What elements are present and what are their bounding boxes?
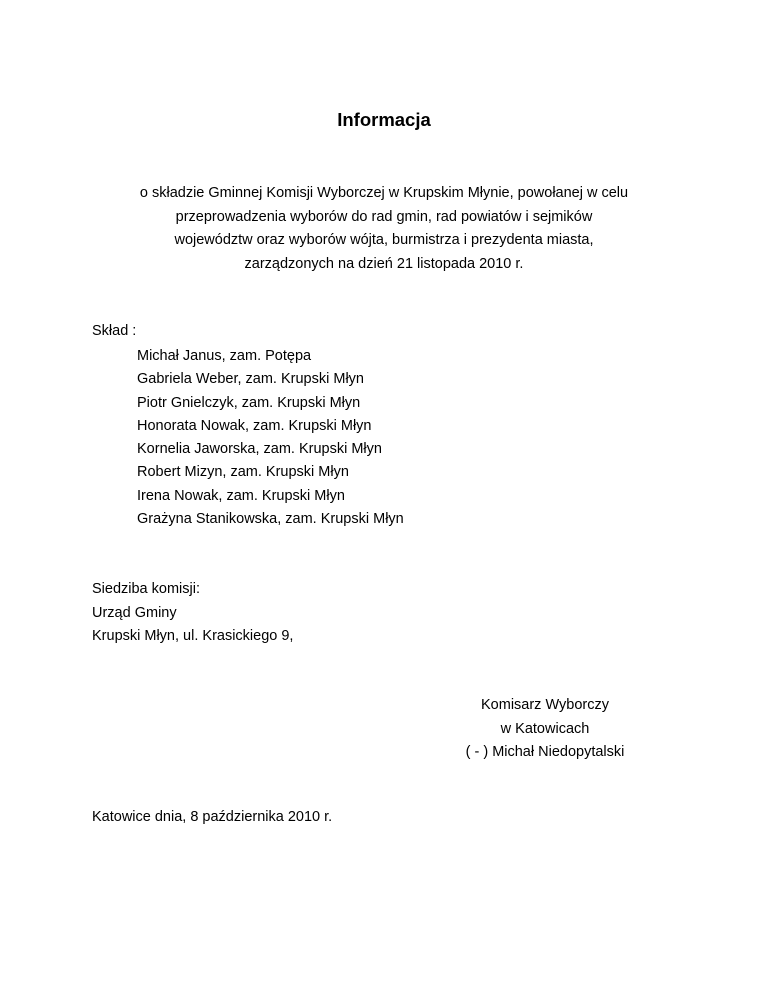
seat-line: Urząd Gminy (92, 604, 177, 621)
seat-line: Krupski Młyn, ul. Krasickiego 9, (92, 628, 294, 644)
list-item: Gabriela Weber, zam. Krupski Młyn (137, 371, 364, 388)
list-item: Grażyna Stanikowska, zam. Krupski Młyn (137, 511, 404, 528)
list-item: Michał Janus, zam. Potępa (137, 348, 312, 364)
intro-paragraph (84, 182, 684, 276)
composition-label: Skład : (92, 323, 137, 339)
document-title: Informacja (337, 109, 431, 130)
list-item: Irena Nowak, zam. Krupski Młyn (137, 487, 345, 504)
list-item: Piotr Gnielczyk, zam. Krupski Młyn (137, 394, 361, 411)
seat-label: Siedziba komisji: (92, 581, 200, 597)
intro-line: województw oraz wyborów wójta, burmistrza i prezydenta miasta, (174, 232, 594, 248)
list-item: Kornelia Jaworska, zam. Krupski Młyn (137, 441, 382, 458)
signature-line: ( - ) Michał Niedopytalski (465, 744, 625, 760)
signature-block (440, 694, 650, 765)
signature-line: Komisarz Wyborczy (481, 697, 609, 713)
members-list (137, 345, 404, 531)
document-date: Katowice dnia, 8 października 2010 r. (92, 809, 333, 825)
signature-line: w Katowicach (500, 720, 590, 737)
intro-line: przeprowadzenia wyborów do rad gmin, rad powiatów i sejmików (175, 208, 593, 225)
commission-seat (92, 578, 293, 649)
intro-line: zarządzonych na dzień 21 listopada 2010 r. (244, 255, 524, 272)
intro-line: o składzie Gminnej Komisji Wyborczej w Krupskim Młynie, powołanej w celu (139, 185, 629, 201)
list-item: Honorata Nowak, zam. Krupski Młyn (137, 417, 372, 434)
list-item: Robert Mizyn, zam. Krupski Młyn (137, 464, 349, 481)
